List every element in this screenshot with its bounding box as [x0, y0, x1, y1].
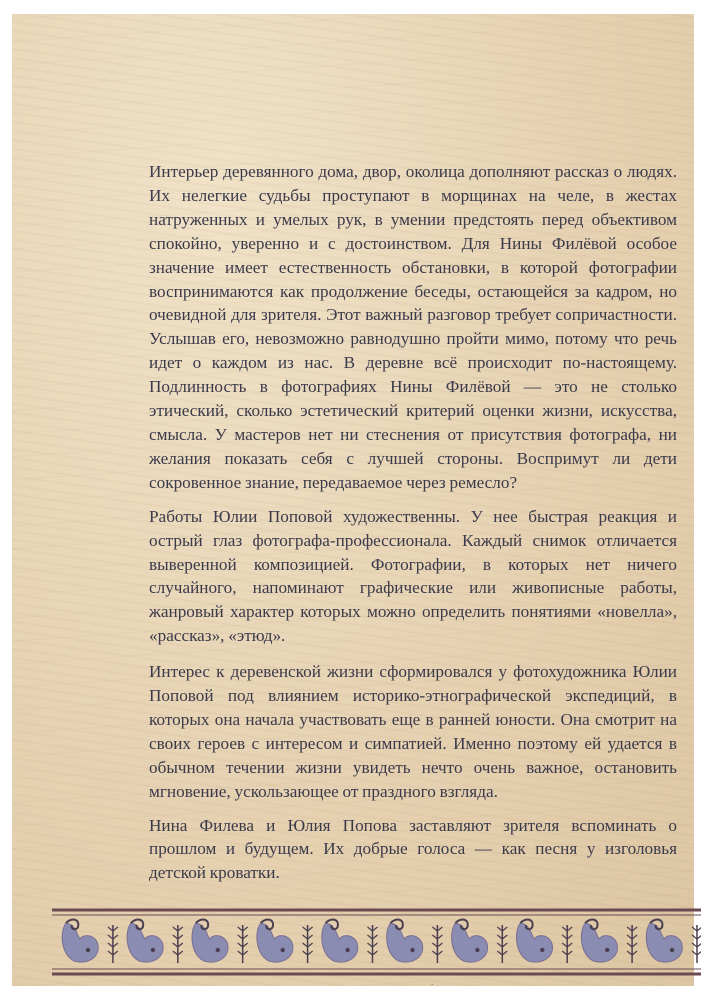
- bird-motif-body: [257, 923, 293, 962]
- paragraph-3: Интерес к деревенской жизни сформировался у фотохудожника Юлии Поповой под влиянием историко-этнографической экспедиций, в которых она начала участвовать еще в ранней юности. Она смотрит на своих героев с интересом и симпатией. Именно поэтому ей удается в обычном течении жизни увидеть нечто очень важное, остановить мгновение, ускользающее от праздного взгляда.: [149, 662, 677, 801]
- bird-motif-body: [452, 923, 488, 962]
- bird-motif-body: [322, 923, 358, 962]
- bird-motif-eye: [475, 948, 479, 952]
- article-body: [149, 160, 677, 895]
- bird-motif-body: [581, 923, 617, 962]
- bird-motif-body: [192, 923, 228, 962]
- paragraph-2: Работы Юлии Поповой художественны. У нее быстрая реакция и острый глаз фотографа-профессионала. Каждый снимок отличается выверенной композицией. Фотографии, в которых нет ничего случайного, напоминают графические или живописные работы, жанровый характер которых можно определить понятиями «новелла», «рассказ», «этюд».: [149, 506, 677, 646]
- bird-motif-body: [127, 923, 163, 962]
- bird-motif-body: [646, 923, 682, 962]
- bird-motif-eye: [670, 948, 674, 952]
- bird-motif-body: [516, 923, 552, 962]
- bird-motif-eye: [86, 948, 90, 952]
- bird-motif-eye: [216, 948, 220, 952]
- bird-motif-body: [62, 923, 98, 962]
- bird-motif-eye: [410, 948, 414, 952]
- bird-motif-eye: [605, 948, 609, 952]
- bird-motif-eye: [281, 948, 285, 952]
- page-sheet: [12, 14, 694, 986]
- bird-motif-eye: [151, 948, 155, 952]
- paragraph-4: Нина Филева и Юлия Попова заставляют зрителя вспоминать о прошлом и будущем. Их добрые голоса — как песня у изголовья детской кроватки.: [149, 815, 677, 883]
- paragraph-1: Интерьер деревянного дома, двор, околица дополняют рассказ о людях. Их нелегкие судьбы проступают в морщинах на челе, в жестах натруженных и умелых рук, в умении предстоять перед объективом спокойно, уверенно и с достоинством. Для Нины Филёвой особое значение имеет естественность обстановки, в которой фотографии воспринимаются как продолжение беседы, остающейся за кадром, но очевидной для зрителя. Этот важный разговор требует сопричастности. Услышав его, невозможно равнодушно пройти мимо, потому что речь идет о каждом из нас. В деревне всё происходит по-настоящему. Подлинность в фотографиях Нины Филёвой — это не столько этический, сколько эстетический критерий оценки жизни, искусства, смысла. У мастеров нет ни стеснения от присутствия фотографа, ни желания показать себя с лучшей стороны. Воспримут ли дети сокровенное знание, передаваемое через ремесло?: [149, 162, 677, 492]
- bird-motif-eye: [540, 948, 544, 952]
- bird-motif-body: [387, 923, 423, 962]
- ornament-frieze: [52, 905, 701, 985]
- page-number-mark: .: [431, 977, 434, 987]
- bird-motif-eye: [345, 948, 349, 952]
- ornamental-border: [52, 905, 701, 985]
